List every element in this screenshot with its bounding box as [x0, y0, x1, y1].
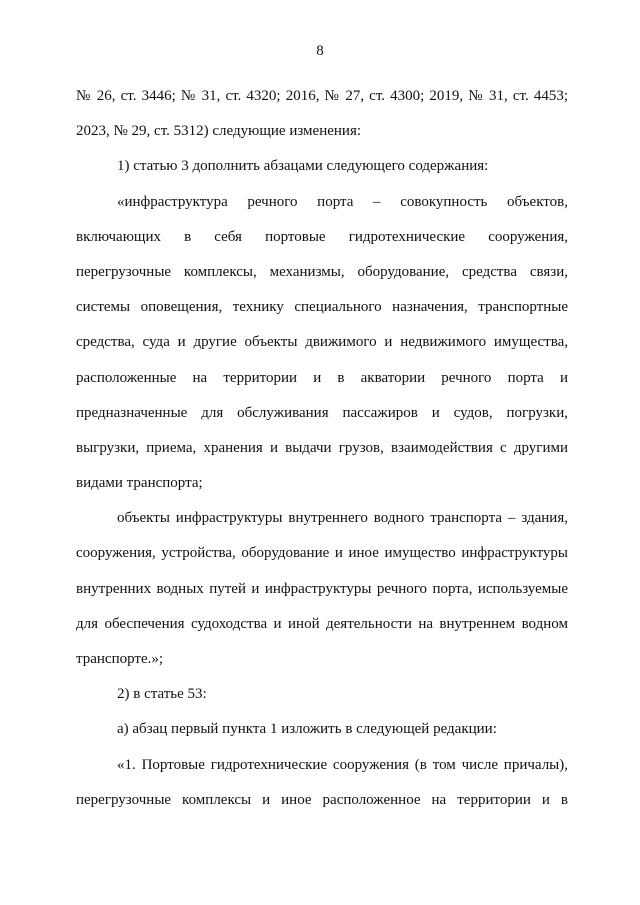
- body-line: видами транспорта;: [76, 475, 203, 492]
- body-line: системы оповещения, технику специального назначения, транспортные: [76, 299, 568, 316]
- page-number: 8: [316, 43, 324, 59]
- body-line: выгрузки, приема, хранения и выдачи грузов, взаимодействия с другими: [76, 439, 568, 456]
- body-line: 2023, № 29, ст. 5312) следующие изменения:: [76, 123, 362, 140]
- body-line: перегрузочные комплексы и иное расположенное на территории и в: [76, 791, 568, 808]
- body-line: а) абзац первый пункта 1 изложить в следующей редакции:: [117, 721, 497, 738]
- body-line: «1. Портовые гидротехнические сооружения (в том числе причалы),: [117, 756, 568, 773]
- body-line: включающих в себя портовые гидротехнические сооружения,: [76, 228, 568, 245]
- body-line: внутренних водных путей и инфраструктуры речного порта, используемые: [76, 580, 568, 597]
- body-line: средства, суда и другие объекты движимого и недвижимого имущества,: [76, 334, 568, 351]
- body-line: 2) в статье 53:: [117, 686, 207, 703]
- body-line: для обеспечения судоходства и иной деятельности на внутреннем водном: [76, 615, 568, 632]
- body-line: 1) статью 3 дополнить абзацами следующего содержания:: [117, 158, 489, 175]
- body-line: предназначенные для обслуживания пассажиров и судов, погрузки,: [76, 404, 568, 421]
- body-line: «инфраструктура речного порта – совокупность объектов,: [117, 193, 568, 210]
- body-line: перегрузочные комплексы, механизмы, оборудование, средства связи,: [76, 263, 568, 280]
- body-line: транспорте.»;: [76, 651, 164, 667]
- document-body: [76, 79, 568, 818]
- body-line: сооружения, устройства, оборудование и иное имущество инфраструктуры: [76, 545, 568, 562]
- body-line: объекты инфраструктуры внутреннего водного транспорта – здания,: [117, 510, 568, 527]
- body-line: № 26, ст. 3446; № 31, ст. 4320; 2016, № 27, ст. 4300; 2019, № 31, ст. 4453;: [76, 88, 568, 104]
- body-line: расположенные на территории и в акватории речного порта и: [76, 369, 568, 386]
